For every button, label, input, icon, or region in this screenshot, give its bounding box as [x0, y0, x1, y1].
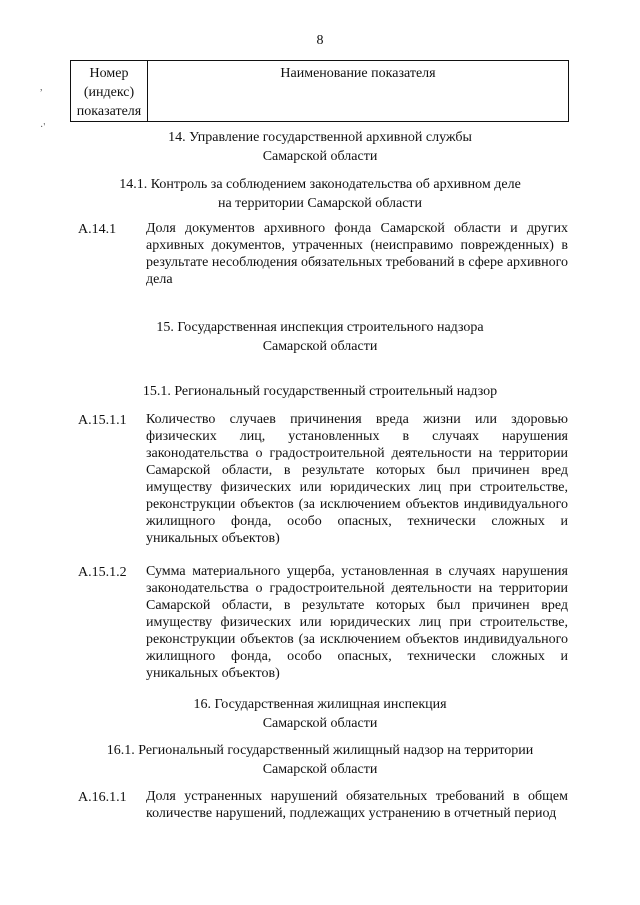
section-14-title: [70, 128, 570, 166]
header-col-number-line3: показателя: [76, 104, 142, 119]
indicator-code: А.14.1: [78, 222, 117, 237]
indicator-text: Доля документов архивного фонда Самарской области и других архивных документов, утраченных (неисправимо поврежденных) в результате несоблюдения обязательных требований в сфере архивного дела: [146, 221, 568, 287]
indicator-text: Сумма материального ущерба, установленная в случаях нарушения законодательства о градостроительной деятельности на территории Самарской области, в результате которых был причинен вред имуществу физических или юридических лиц при строительстве, реконструкции объектов (за исключением объектов индивидуального жилищного фонда, особо опасных, технически сложных и уникальных объектов): [146, 564, 568, 681]
section-16-1-title-line2: Самарской области: [262, 762, 378, 777]
indicator-code: А.16.1.1: [78, 790, 127, 805]
section-15-1-title-line1: 15.1. Региональный государственный строительный надзор: [142, 384, 498, 399]
header-table: [70, 60, 569, 122]
section-16-title: [70, 695, 570, 733]
section-16-1-title-line1: 16.1. Региональный государственный жилищный надзор на территории: [106, 743, 534, 758]
section-14-title-line2: Самарской области: [262, 149, 378, 164]
section-15-title-line1: 15. Государственная инспекция строительного надзора: [156, 320, 484, 335]
header-col-name: Наименование показателя: [148, 61, 569, 122]
section-14-1-title-line1: 14.1. Контроль за соблюдением законодательства об архивном деле: [119, 177, 521, 192]
section-14-1-title-line2: на территории Самарской области: [217, 196, 423, 211]
section-14-title-line1: 14. Управление государственной архивной службы: [168, 130, 472, 145]
header-col-number-line2: (индекс): [83, 85, 135, 100]
scan-mark: ·': [40, 122, 46, 133]
indicator-code: А.15.1.2: [78, 565, 127, 580]
section-16-title-line1: 16. Государственная жилищная инспекция: [193, 697, 447, 712]
section-16-1-title: [70, 741, 570, 779]
page-number: 8: [316, 33, 324, 48]
section-16-title-line2: Самарской области: [262, 716, 378, 731]
header-col-number: [71, 61, 148, 122]
scan-mark: ,: [40, 82, 43, 93]
header-col-number-line1: Номер: [89, 66, 129, 81]
indicator-text: Количество случаев причинения вреда жизни или здоровью физических лиц, установленных в случаях нарушения законодательства о градостроительной деятельности на территории Самарской области, в результате которых был причинен вред имуществу физических или юридических лиц при строительстве, реконструкции объектов (за исключением объектов индивидуального жилищного фонда, особо опасных, технически сложных и уникальных объектов): [146, 412, 568, 546]
section-14-1-title: [70, 175, 570, 213]
section-15-title-line2: Самарской области: [262, 339, 378, 354]
section-15-title: [70, 318, 570, 356]
indicator-code: А.15.1.1: [78, 413, 127, 428]
indicator-text: Доля устраненных нарушений обязательных требований в общем количестве нарушений, подлежащих устранению в отчетный период: [146, 789, 568, 821]
section-15-1-title: [70, 382, 570, 401]
